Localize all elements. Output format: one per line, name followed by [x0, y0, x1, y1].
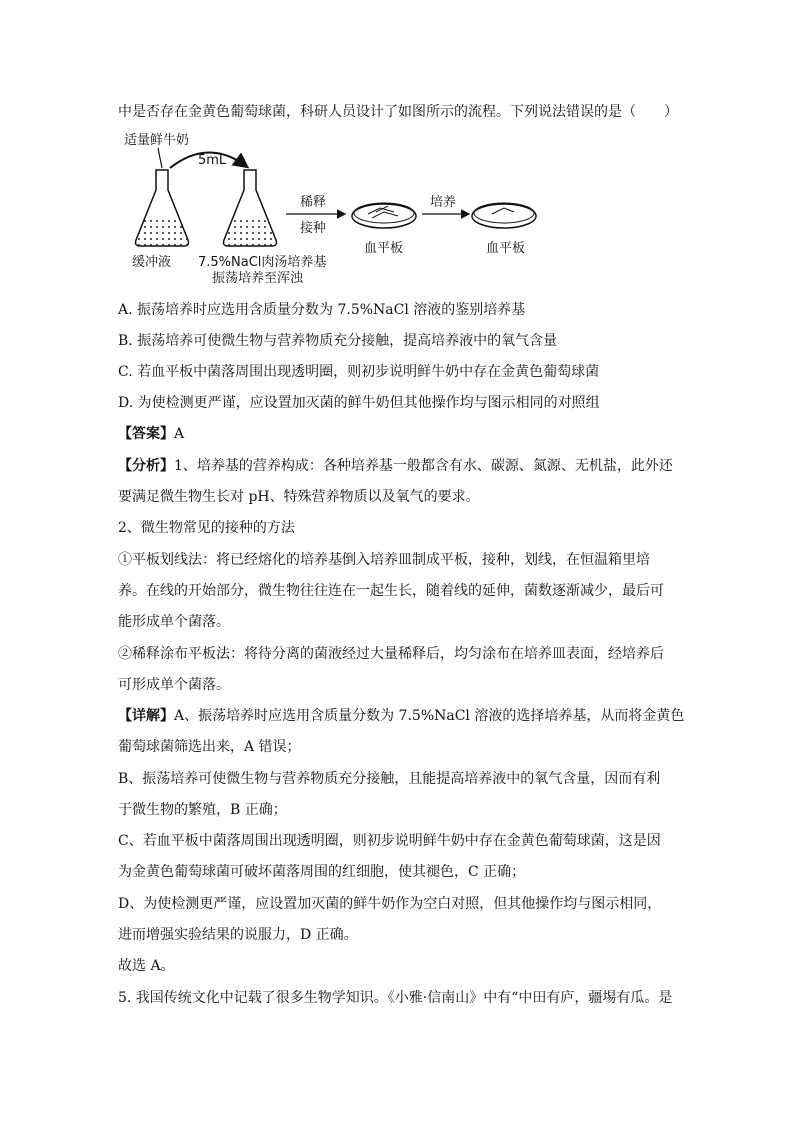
analysis-line-3: 2、微生物常见的接种的方法	[118, 520, 295, 536]
milk-pour-line	[158, 148, 162, 168]
detail-tag: 【详解】	[118, 708, 174, 724]
detail-text-1: A、振荡培养时应选用含质量分数为 7.5%NaCl 溶液的选择培养基，从而将金黄色	[174, 708, 685, 724]
option-a: A. 振荡培养时应选用含质量分数为 7.5%NaCl 溶液的鉴别培养基	[118, 302, 526, 318]
option-b: B. 振荡培养可使微生物与营养物质充分接触，提高培养液中的氧气含量	[118, 333, 558, 349]
detail-line-8: 进而增强实验结果的说服力，D 正确。	[118, 927, 358, 943]
answer-tag: 【答案】	[118, 426, 174, 442]
answer-value: A	[174, 426, 185, 442]
analysis-tag: 【分析】	[118, 458, 174, 474]
blood-plate-1-label: 血平板	[364, 241, 404, 256]
milk-label: 适量鲜牛奶	[124, 133, 190, 148]
detail-line-9: 故选 A。	[118, 958, 175, 974]
next-question: 5. 我国传统文化中记载了很多生物学知识。《小雅·信南山》中有“中田有庐，疆埸有瓜。是	[118, 990, 673, 1006]
analysis-line-6: 能形成单个菌落。	[118, 614, 230, 630]
detail-line-2: 葡萄球菌筛选出来，A 错误；	[118, 739, 301, 755]
detail-line-6: 为金黄色葡萄球菌可破坏菌落周围的红细胞，使其褪色，C 正确；	[118, 864, 526, 880]
analysis-line-2: 要满足微生物生长对 pH、特殊营养物质以及氧气的要求。	[118, 489, 480, 505]
analysis-line-5: 养。在线的开始部分，微生物往往连在一起生长，随着线的延伸，菌数逐渐减少，最后可	[118, 583, 664, 599]
analysis-line-1	[118, 456, 673, 476]
analysis-line-7: ②稀释涂布平板法：将待分离的菌液经过大量稀释后，均匀涂布在培养皿表面，经培养后	[118, 646, 664, 662]
detail-line-5: C、若血平板中菌落周围出现透明圈，则初步说明鲜牛奶中存在金黄色葡萄球菌，这是因	[118, 833, 661, 849]
culture-label: 培养	[430, 195, 457, 210]
question-stem: 中是否存在金黄色葡萄球菌，科研人员设计了如图所示的流程。下列说法错误的是（ ）	[118, 104, 678, 120]
experiment-flow-diagram	[118, 128, 538, 288]
detail-line-3: B、振荡培养可使微生物与营养物质充分接触，且能提高培养液中的氧气含量，因而有利	[118, 771, 661, 787]
nacl-broth-label: 7.5%NaCl肉汤培养基	[198, 255, 327, 270]
buffer-label: 缓冲液	[132, 255, 172, 270]
detail-line-1	[118, 706, 684, 726]
buffer-flask	[136, 170, 189, 246]
nacl-broth-flask	[224, 170, 277, 246]
blood-plate-1	[352, 203, 416, 228]
answer-line	[118, 424, 184, 444]
blood-plate-2-label: 血平板	[486, 241, 526, 256]
blood-plate-2	[472, 203, 536, 228]
inoculate-label: 接种	[300, 221, 327, 236]
dilute-label: 稀释	[300, 195, 327, 210]
shake-culture-label: 振荡培养至浑浊	[212, 271, 304, 286]
analysis-line-4: ①平板划线法：将已经熔化的培养基倒入培养皿制成平板，接种，划线，在恒温箱里培	[118, 552, 650, 568]
option-c: C. 若血平板中菌落周围出现透明圈，则初步说明鲜牛奶中存在金黄色葡萄球菌	[118, 364, 600, 380]
analysis-text-1: 1、培养基的营养构成：各种培养基一般都含有水、碳源、氮源、无机盐，此外还	[174, 458, 673, 474]
detail-line-4: 于微生物的繁殖，B 正确；	[118, 802, 287, 818]
analysis-line-8: 可形成单个菌落。	[118, 677, 230, 693]
detail-line-7: D、为使检测更严谨，应设置加灭菌的鲜牛奶作为空白对照，但其他操作均与图示相同，	[118, 896, 662, 912]
option-d: D. 为使检测更严谨，应设置加灭菌的鲜牛奶但其他操作均与图示相同的对照组	[118, 395, 600, 411]
transfer-volume-label: 5mL	[198, 153, 227, 168]
